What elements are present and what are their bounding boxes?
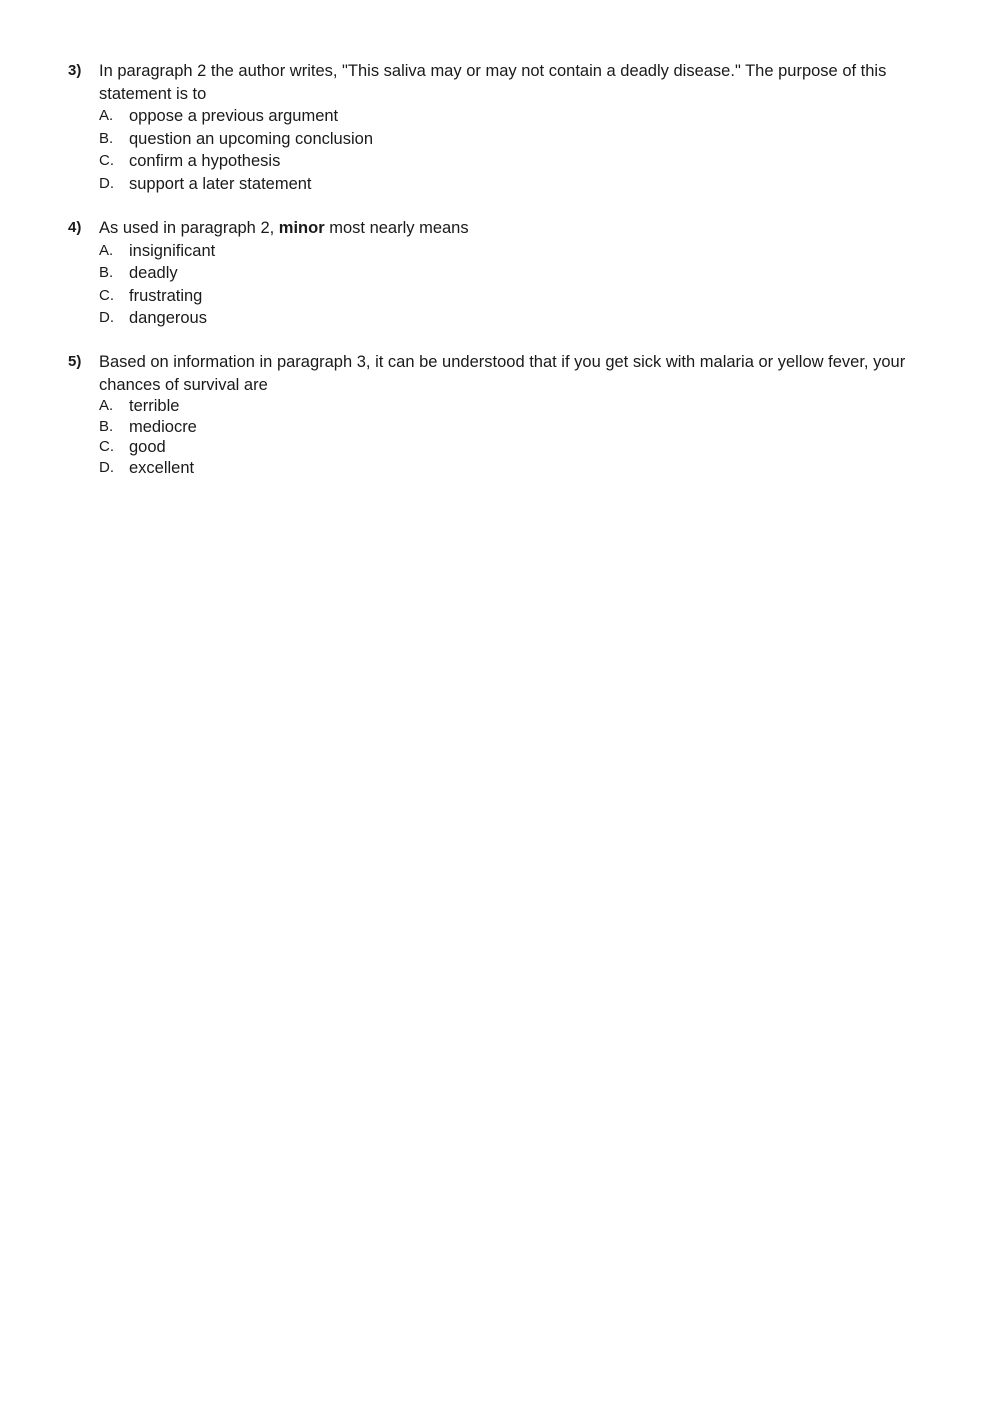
option-letter: B.	[99, 264, 114, 281]
option-text: question an upcoming conclusion	[129, 129, 373, 148]
option-text: mediocre	[129, 417, 197, 436]
option-letter: D.	[99, 309, 114, 326]
answer-option-a[interactable]	[99, 396, 928, 417]
question-stem: Based on information in paragraph 3, it can be understood that if you get sick with malaria or yellow fever, your chances of survival are	[99, 353, 906, 394]
option-text: good	[129, 438, 166, 456]
option-letter: C.	[99, 438, 114, 455]
question-stem	[99, 217, 928, 240]
question-4-header	[68, 217, 928, 240]
answer-option-a[interactable]	[99, 240, 928, 263]
answer-option-d[interactable]	[99, 458, 928, 479]
answer-option-b[interactable]	[99, 262, 928, 285]
option-text: excellent	[129, 458, 195, 477]
question-5-header	[68, 351, 928, 396]
option-text: terrible	[129, 397, 180, 415]
answer-option-b[interactable]	[99, 128, 928, 151]
answer-options	[68, 396, 928, 478]
option-letter: D.	[99, 458, 114, 476]
option-text: oppose a previous argument	[129, 107, 339, 125]
question-number: 3)	[68, 62, 82, 79]
answer-option-d[interactable]	[99, 173, 928, 196]
answer-option-b[interactable]	[99, 417, 928, 438]
option-letter: A.	[99, 107, 114, 124]
stem-keyword: minor	[278, 219, 325, 237]
answer-option-c[interactable]	[99, 285, 928, 308]
option-text: dangerous	[129, 309, 207, 327]
option-text: insignificant	[129, 241, 216, 260]
option-letter: C.	[99, 286, 114, 304]
question-number: 5)	[68, 353, 82, 370]
option-letter: B.	[99, 417, 114, 435]
answer-options	[68, 105, 928, 195]
question-3-header	[68, 60, 928, 105]
option-text: frustrating	[129, 286, 203, 305]
stem-text-after: most nearly means	[324, 219, 469, 237]
answer-option-c[interactable]	[99, 437, 928, 458]
option-letter: A.	[99, 241, 114, 259]
question-stem: In paragraph 2 the author writes, "This saliva may or may not contain a deadly disease." The purpose of this statement is to	[99, 62, 887, 103]
option-letter: A.	[99, 397, 114, 414]
stem-text-before: As used in paragraph 2,	[99, 219, 279, 237]
answer-option-d[interactable]	[99, 307, 928, 330]
option-letter: D.	[99, 174, 114, 192]
option-text: confirm a hypothesis	[129, 152, 281, 170]
question-3	[68, 60, 928, 195]
answer-options	[68, 240, 928, 330]
option-text: support a later statement	[129, 174, 312, 193]
option-letter: C.	[99, 152, 114, 169]
option-text: deadly	[129, 264, 178, 282]
answer-option-c[interactable]	[99, 150, 928, 173]
option-letter: B.	[99, 129, 114, 147]
question-5	[68, 351, 928, 478]
question-number: 4)	[68, 219, 82, 236]
question-4	[68, 217, 928, 330]
answer-option-a[interactable]	[99, 105, 928, 128]
